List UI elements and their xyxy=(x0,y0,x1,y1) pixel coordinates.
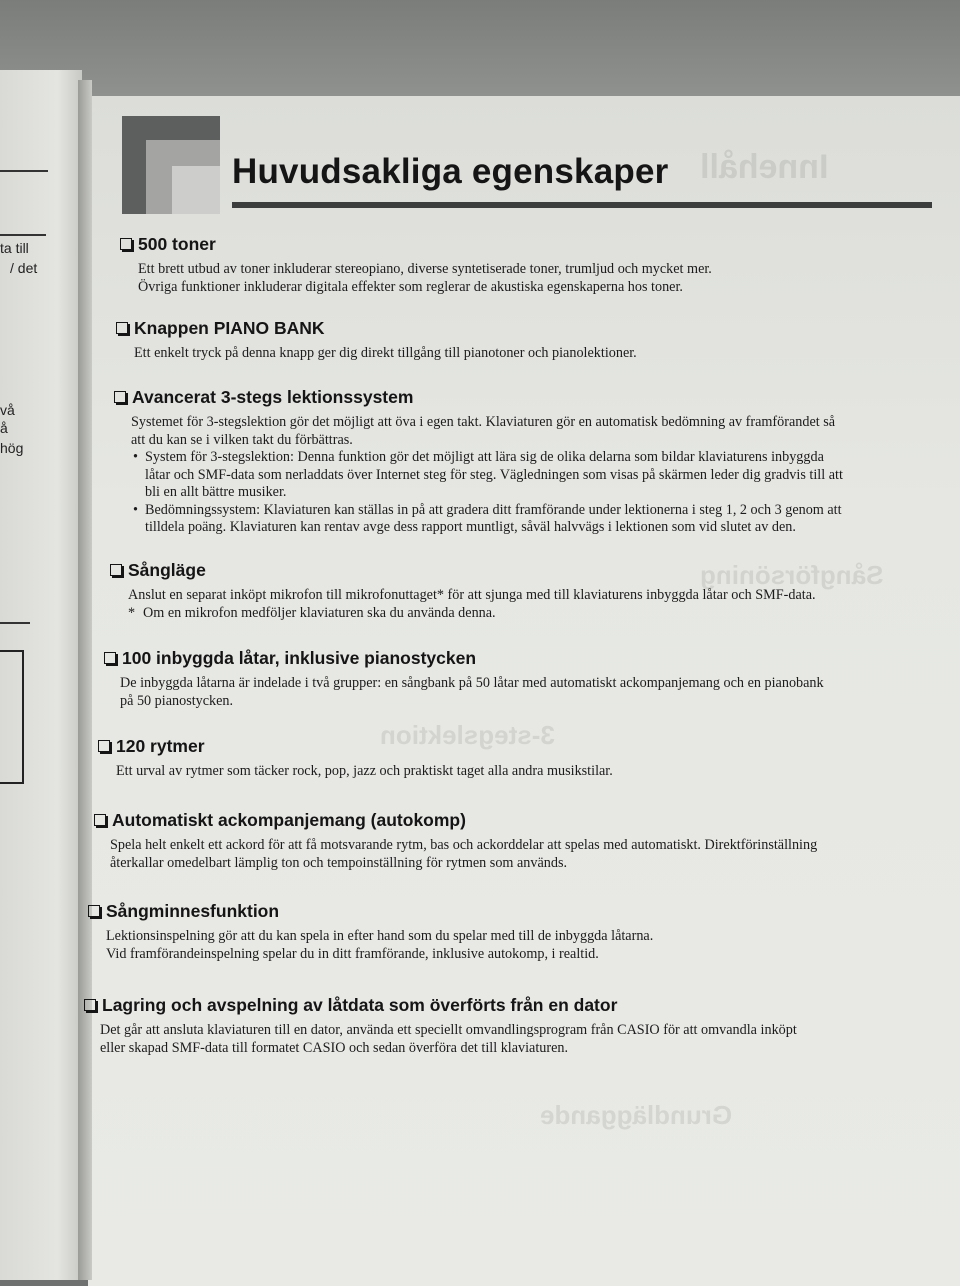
left-page-fragment: å xyxy=(0,420,8,436)
feature-heading-text: Lagring och avspelning av låtdata som överförts från en dator xyxy=(102,995,618,1015)
checkbox-icon xyxy=(110,564,122,576)
left-facing-page xyxy=(0,70,82,1280)
feature-heading xyxy=(110,560,816,581)
feature-bullet-list xyxy=(131,449,843,537)
bullet-line: bli en allt bättre musiker. xyxy=(145,484,287,500)
left-page-rule xyxy=(0,234,46,236)
feature-text-line: Ett brett utbud av toner inkluderar stereopiano, diverse syntetiserade toner, trumljud och mycket mer. xyxy=(138,261,712,277)
feature-heading xyxy=(98,736,613,757)
checkbox-icon xyxy=(84,999,96,1011)
feature-heading xyxy=(84,995,797,1016)
feature-heading xyxy=(120,234,712,255)
feature-heading-text: Avancerat 3-stegs lektionssystem xyxy=(132,387,414,407)
feature-text-line: De inbyggda låtarna är indelade i två grupper: en sångbank på 50 låtar med automatiskt ackompanjemang och en pianobank xyxy=(120,675,824,691)
feature-text-line: på 50 pianostycken. xyxy=(120,692,234,709)
feature-text-line: Anslut en separat inköpt mikrofon till mikrofonuttaget* för att sjunga med till klaviaturens inbyggda låtar och SMF-data. xyxy=(128,587,816,603)
feature-heading xyxy=(88,901,653,922)
checkbox-icon xyxy=(98,740,110,752)
background-top xyxy=(0,0,960,100)
feature-text-line: att du kan se i vilken takt du förbättras. xyxy=(131,431,353,448)
bleed-through-mark: Sångförsöning xyxy=(700,560,884,590)
left-page-rule xyxy=(0,170,48,172)
left-page-box xyxy=(0,650,24,784)
section-logo-block xyxy=(122,116,220,214)
left-page-rule xyxy=(0,622,30,624)
feature-section xyxy=(88,901,653,963)
feature-section xyxy=(84,995,797,1057)
logo-square xyxy=(172,166,220,214)
feature-heading-text: Sångminnesfunktion xyxy=(106,901,280,921)
feature-heading xyxy=(116,318,637,339)
feature-text-line: Spela helt enkelt ett ackord för att få motsvarande rytm, bas och ackorddelar att spelas med automatiskt. Direktförinställning xyxy=(110,837,818,853)
bullet-line: • System för 3-stegslektion: Denna funktion gör det möjligt att lära sig de olika delarna som bildar klaviaturens inbyggda xyxy=(145,449,824,465)
bleed-through-mark: Grundläggande xyxy=(540,1100,733,1130)
bullet-line: tilldela poäng. Klaviaturen kan rentav avge dess rapport muntligt, såväl halvvägs i lektionen som vid slutet av den. xyxy=(145,519,796,535)
feature-heading-text: 120 rytmer xyxy=(116,736,205,756)
bullet-line: låtar och SMF-data som nerladdats över Internet steg för steg. Vägledningen som visas på skärmen leder dig gradvis till att xyxy=(145,466,843,483)
feature-text-line: Systemet för 3-stegslektion gör det möjligt att öva i egen takt. Klaviaturen gör en automatisk bedömning av framförandet så xyxy=(131,414,836,430)
left-page-fragment: / det xyxy=(10,260,38,276)
left-page-fragment: ta till xyxy=(0,240,29,256)
bullet-item xyxy=(131,502,843,537)
checkbox-icon xyxy=(114,391,126,403)
bleed-through-mark: Innehåll xyxy=(700,148,829,186)
feature-heading-text: 500 toner xyxy=(138,234,216,254)
footnote-text: Om en mikrofon medföljer klaviaturen ska du använda denna. xyxy=(143,604,496,621)
feature-heading xyxy=(114,387,843,408)
feature-section xyxy=(114,387,843,537)
title-underline xyxy=(232,202,932,208)
feature-heading xyxy=(94,810,817,831)
checkbox-icon xyxy=(94,814,106,826)
bleed-through-mark: 3-stegslektion xyxy=(380,720,555,750)
feature-heading-text: 100 inbyggda låtar, inklusive pianostycken xyxy=(122,648,477,668)
feature-text-line: Det går att ansluta klaviaturen till en dator, använda ett speciellt omvandlingsprogram från CASIO för att omvandla inköpt xyxy=(100,1022,797,1038)
feature-text-line: Vid framförandeinspelning spelar du in ditt framförande, inklusive autokomp, i realtid. xyxy=(106,945,599,962)
feature-heading-text: Knappen PIANO BANK xyxy=(134,318,325,338)
checkbox-icon xyxy=(88,905,100,917)
feature-text-line: Ett urval av rytmer som täcker rock, pop, jazz och praktiskt taget alla andra musikstilar. xyxy=(116,763,613,779)
bullet-item xyxy=(131,449,843,502)
feature-section xyxy=(116,318,637,363)
feature-section xyxy=(104,648,824,710)
page-gutter xyxy=(78,80,92,1280)
feature-text-line: Lektionsinspelning gör att du kan spela in efter hand som du spelar med till de inbyggda låtarna. xyxy=(106,928,654,944)
left-page-fragment: vå xyxy=(0,402,15,418)
feature-section xyxy=(110,560,816,622)
feature-heading-text: Automatiskt ackompanjemang (autokomp) xyxy=(112,810,466,830)
feature-text-line: återkallar omedelbart lämplig ton och tempoinställning för rytmen som används. xyxy=(110,854,568,871)
feature-text-line: eller skapad SMF-data till formatet CASIO och sedan överföra det till klaviaturen. xyxy=(100,1039,569,1056)
feature-section xyxy=(94,810,817,872)
feature-heading xyxy=(104,648,824,669)
footnote-mark: * xyxy=(128,604,136,621)
feature-footnote xyxy=(128,605,816,623)
feature-text-line: Övriga funktioner inkluderar digitala effekter som reglerar de akustiska egenskaperna hos toner. xyxy=(138,278,683,295)
checkbox-icon xyxy=(116,322,128,334)
bullet-line: • Bedömningssystem: Klaviaturen kan ställas in på att gradera ditt framförande under lektionerna i steg 1, 2 och 3 genom att xyxy=(145,501,842,518)
feature-text-line: Ett enkelt tryck på denna knapp ger dig direkt tillgång till pianotoner och pianolektioner. xyxy=(134,345,637,361)
left-page-fragment: hög xyxy=(0,440,24,456)
page-title: Huvudsakliga egenskaper xyxy=(232,152,669,191)
feature-heading-text: Sångläge xyxy=(128,560,206,580)
feature-section xyxy=(120,234,712,296)
checkbox-icon xyxy=(104,652,116,664)
feature-section xyxy=(98,736,613,781)
checkbox-icon xyxy=(120,238,132,250)
